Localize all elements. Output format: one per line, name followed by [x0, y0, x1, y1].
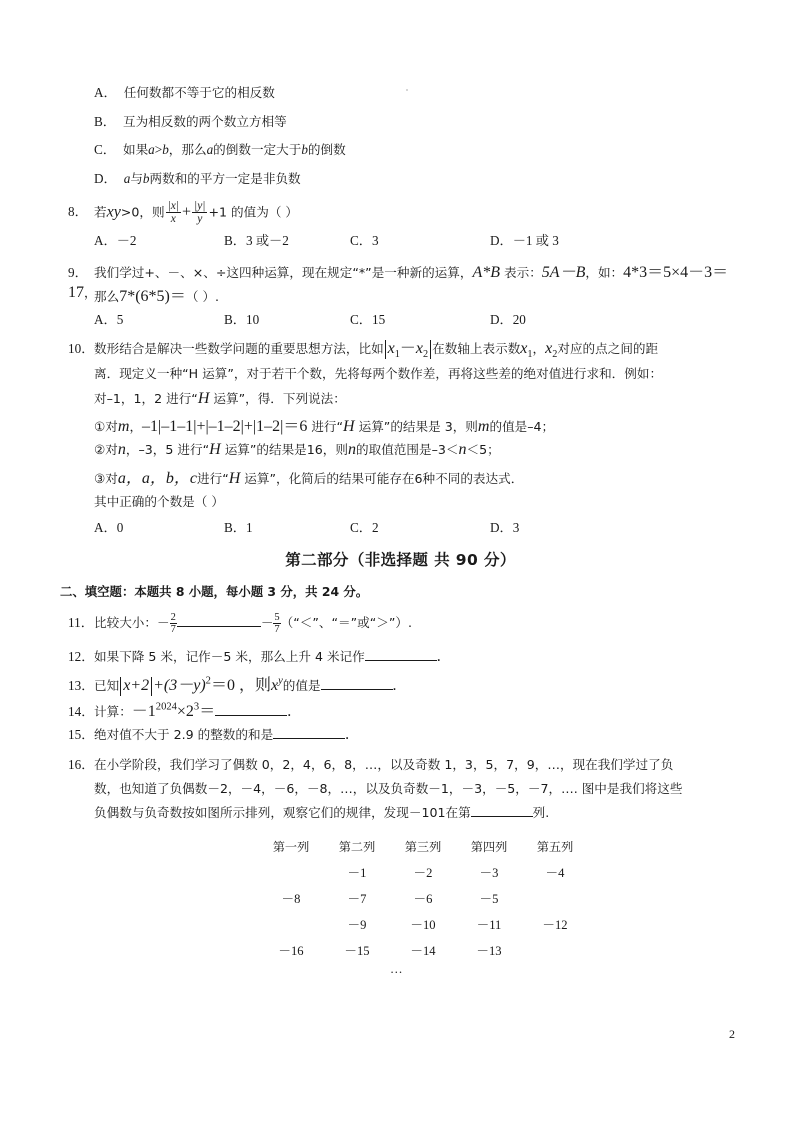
page-content: [60, 82, 733, 986]
q8-frac2-numerator: |y|: [194, 200, 206, 212]
q14-answer-blank[interactable]: [215, 715, 287, 716]
q10-s3-mid: 进行“: [197, 471, 229, 486]
q13-answer-blank[interactable]: [321, 689, 393, 690]
q7-option-c-var-b: b: [162, 142, 169, 157]
array-header-col-1: 第一列: [272, 840, 310, 854]
section-two-heading: 二、填空题：本题共 8 小题，每小题 3 分，共 24 分。: [60, 584, 369, 599]
q10-option-b[interactable]: B．1: [224, 520, 253, 535]
q10-s2-end2: ＜5；: [466, 442, 500, 457]
array-header-col-2: 第二列: [338, 840, 376, 854]
array-cell: －14: [410, 944, 436, 958]
q8-options-row: [68, 230, 733, 252]
q13-var-y-exponent: y: [278, 675, 283, 687]
q9-example: 4*3＝5×4－3＝17: [68, 264, 729, 301]
q13-expr-mid: +(3－y): [153, 677, 206, 694]
q12-text-before: 如果下降 5 米，记作－5 米，那么上升 4 米记作: [94, 649, 365, 664]
array-cell: [258, 912, 324, 938]
q11-frac1-denominator: 7: [170, 624, 176, 636]
q10-abs-x1-sub: 1: [394, 349, 400, 361]
q7-option-c-gt: >: [154, 142, 163, 157]
q9-option-a[interactable]: A．5: [94, 312, 124, 327]
q10-var-x2-sub: 2: [552, 349, 558, 361]
q13-number: 13．: [68, 678, 95, 693]
q10-option-a[interactable]: A．0: [94, 520, 124, 535]
q10-options-row: [68, 517, 733, 539]
q10-s2-mid: ，–3，5 进行“: [125, 442, 210, 457]
q10-line1-mid: 在数轴上表示数: [432, 341, 521, 356]
q10-s1-end: 的值是–4；: [489, 419, 555, 434]
question-14: [68, 698, 733, 724]
q7-option-d: [94, 168, 733, 197]
q10-s2-after: 运算”的结果是16，则: [220, 442, 348, 457]
q11-fraction-2: [273, 612, 280, 635]
q8-plus: +: [182, 203, 192, 221]
q11-fraction-1: [170, 612, 177, 635]
page-number: 2: [729, 1027, 735, 1041]
q10-s3-end: 运算”，化简后的结果可能存在6种不同的表达式．: [240, 471, 524, 486]
array-cell: －8: [281, 892, 301, 906]
q9-line2-expr: 7*(6*5)＝: [119, 288, 186, 305]
q11-frac2-denominator: 7: [274, 624, 280, 636]
q10-abs-x2-sub: 2: [423, 349, 429, 361]
q10-line1-comma: ，: [532, 341, 546, 356]
q13-abs-expression: [120, 677, 152, 696]
q7-option-a: [94, 82, 733, 111]
q8-xy: xy: [106, 203, 121, 221]
q7-option-c: [94, 139, 733, 168]
q11-frac2-numerator: 5: [274, 612, 280, 623]
q11-frac1-numerator: 2: [170, 612, 176, 623]
array-cell: －3: [479, 866, 499, 880]
q13-text-after: 的值是: [282, 678, 321, 693]
q8-lead: 若: [94, 204, 107, 220]
array-cell: －7: [347, 892, 367, 906]
q8-option-a[interactable]: A．－2: [94, 233, 137, 248]
q14-expr-base: －1: [131, 703, 156, 720]
q8-option-d[interactable]: D．－1 或 3: [490, 233, 559, 248]
q10-line3-h: H: [197, 390, 210, 407]
q10-line3-pre: 对: [94, 391, 107, 406]
q10-s3-h: H: [228, 470, 241, 487]
q10-abs-minus: －: [399, 340, 416, 357]
q9-option-c[interactable]: C．15: [350, 312, 386, 327]
q7-option-d-label: D．: [94, 170, 117, 186]
array-ellipsis: …: [390, 962, 403, 976]
q7-option-b: [94, 111, 733, 140]
q9-number: 9．: [68, 265, 88, 280]
q10-s1-var-m2: m: [477, 418, 490, 435]
q8-fraction-1: [166, 200, 181, 226]
q10-s2-var-n: n: [117, 441, 126, 458]
q10-statement-1: [94, 413, 733, 439]
q11-text-before: 比较大小：－: [94, 615, 170, 631]
array-header-col-5: 第五列: [536, 840, 574, 854]
array-cell: [258, 860, 324, 886]
q7-option-c-var-a: a: [148, 142, 155, 157]
q7-option-c-mid2: 的倒数一定大于: [213, 142, 302, 157]
q9-option-d[interactable]: D．20: [490, 312, 526, 327]
array-cell: －4: [545, 866, 565, 880]
q10-abs-expression: [385, 340, 431, 359]
part-two-title: 第二部分（非选择题 共 90 分）: [285, 551, 516, 569]
array-cell: －11: [476, 918, 502, 932]
q8-stem: [68, 200, 733, 230]
q11-answer-blank[interactable]: [177, 626, 261, 627]
q7-option-a-text: 任何数都不等于它的相反数: [123, 85, 275, 100]
q7-option-a-label: A．: [94, 85, 117, 100]
question-10: [68, 338, 733, 539]
q10-statement-2: [94, 439, 733, 465]
question-15: [68, 724, 733, 750]
q7-option-d-var1: a: [123, 170, 131, 186]
question-8: [68, 200, 733, 252]
array-cell: －15: [344, 944, 370, 958]
array-header-col-4: 第四列: [470, 840, 508, 854]
q9-line2-pre: 那么: [94, 289, 120, 304]
q15-answer-blank[interactable]: [273, 738, 345, 739]
q10-s2-h: H: [209, 441, 221, 458]
q9-options-row: [68, 309, 733, 331]
array-cell: －16: [278, 944, 304, 958]
q13-var-x: x: [270, 677, 279, 694]
q8-frac1-numerator: |x|: [167, 200, 179, 212]
q10-s1-mid: ，: [129, 419, 143, 434]
q10-s1-after2: 运算”的结果是 3，则: [354, 419, 478, 434]
q10-option-d[interactable]: D．3: [490, 520, 520, 535]
q10-option-c[interactable]: C．2: [350, 520, 379, 535]
q10-abs-x1: x: [387, 340, 395, 357]
q9-line1-end: ，: [84, 285, 97, 300]
q10-s1-expr: –1|–1–1|+|–1–2|+|1–2|＝6: [142, 418, 308, 435]
q9-line1-part2: 表示：: [500, 265, 542, 280]
q10-final-question: 其中正确的个数是（ ）: [94, 494, 224, 509]
q9-stem-line2: [94, 283, 733, 309]
q10-s3-vars: a，a，b，c: [117, 470, 197, 487]
array-cell: [522, 938, 588, 964]
q10-s2-end: 的取值范围是–3＜: [356, 442, 459, 457]
q16-line3: [94, 802, 733, 826]
q11-text-after: （“＜”、“＝”或“＞”）.: [280, 615, 412, 631]
array-cell: －6: [413, 892, 433, 906]
q8-tail: +1 的值为（ ）: [208, 204, 299, 220]
q8-fraction-2: [192, 200, 207, 226]
q10-s1-pre: ①对: [94, 419, 118, 434]
q10-stem-line1: [68, 338, 733, 363]
q7-option-b-text: 互为相反数的两个数立方相等: [122, 113, 287, 129]
array-cell: [522, 886, 588, 912]
q10-line1-end: 对应的点之间的距: [557, 341, 659, 356]
q16-line2: 数，也知道了负偶数－2，－4，－6，－8，…，以及负奇数－1，－3，－5，－7，…. 图中是我们将这些: [94, 781, 683, 796]
q7-option-d-suffix: 两数和的平方一定是非负数: [149, 170, 301, 186]
q13-period: .: [392, 677, 397, 694]
q13-text-before: 已知: [94, 678, 120, 693]
array-cell: －9: [347, 918, 367, 932]
q12-period: .: [436, 648, 441, 665]
array-cell: －2: [413, 866, 433, 880]
q10-s2-var-n2: n: [348, 441, 356, 458]
q7-option-b-label: B．: [94, 113, 116, 129]
q13-expr-eq: ＝0 ，则: [210, 677, 271, 694]
q8-number: 8．: [68, 204, 88, 220]
array-cell: －10: [410, 918, 436, 932]
q10-var-x1-sub: 1: [527, 349, 533, 361]
q7-option-c-suffix: 的倒数: [307, 142, 346, 157]
question-12: [68, 646, 733, 672]
q9-line2-paren: （ ）.: [185, 289, 220, 304]
q7-option-c-mid: ，那么: [168, 142, 207, 157]
q14-number: 14．: [68, 704, 95, 719]
q14-expr-eq: ＝: [199, 703, 216, 720]
q10-abs-x2: x: [415, 340, 424, 357]
q8-frac2-denominator: y: [192, 212, 207, 225]
q16-line1: [68, 754, 733, 778]
q10-number: 10．: [68, 341, 95, 356]
question-11: [68, 612, 733, 646]
q8-option-c[interactable]: C．3: [350, 233, 379, 248]
q7-option-d-mid: 与: [130, 170, 143, 186]
q8-gt-zero: >0，则: [120, 204, 165, 220]
q10-line3-post: 运算”，得．下列说法：: [209, 391, 346, 406]
question-13: [68, 672, 733, 698]
q15-period: .: [345, 726, 350, 743]
q9-line1-part3: ，如：: [585, 265, 624, 280]
q10-s3-pre: ③对: [94, 471, 118, 486]
q10-statement-3: [94, 465, 733, 491]
q7-options-list: [68, 82, 733, 196]
array-cell: －13: [476, 944, 502, 958]
q9-line1-part1: 我们学过+、－、×、÷这四种运算，现在规定“*”是一种新的运算，: [94, 265, 473, 280]
array-header-col-3: 第三列: [404, 840, 442, 854]
q10-s2-var-n3: n: [458, 441, 467, 458]
q7-option-c-label: C．: [94, 142, 116, 157]
q16-line1-text: 在小学阶段，我们学习了偶数 0，2，4，6，8，…，以及奇数 1，3，5，7，9，…，现在我们学过了负: [94, 757, 674, 772]
q16-line3-pre: 负偶数与负奇数按如图所示排列，观察它们的规律，发现－101在第: [94, 805, 471, 820]
q10-line3-nums: –1，1，2 进行“: [106, 391, 198, 406]
q11-number: 11．: [68, 615, 94, 631]
q10-s1-after1: 进行“: [307, 419, 344, 434]
q14-expr-sup-1: 2024: [155, 701, 177, 713]
q7-option-c-var2: b: [301, 142, 308, 157]
q10-stem-line3: [94, 388, 733, 413]
q14-text-before: 计算：: [94, 704, 132, 719]
q12-answer-blank[interactable]: [365, 660, 437, 661]
question-16: [68, 754, 733, 826]
q16-line3-post: 列.: [532, 805, 550, 820]
q11-text-mid: －: [260, 615, 274, 631]
q7-option-c-prefix: 如果: [122, 142, 149, 157]
number-array-figure: [68, 834, 733, 986]
q13-expr-sup: 2: [205, 675, 211, 687]
q14-period: .: [287, 703, 292, 720]
q16-answer-blank[interactable]: [471, 816, 533, 817]
q13-abs-inner: x+2: [123, 677, 150, 694]
q15-text-before: 绝对值不大于 2.9 的整数的和是: [94, 727, 274, 742]
number-array-grid: [258, 834, 588, 964]
q7-option-c-var1: a: [206, 142, 214, 157]
q9-ab-operator: A*B: [472, 264, 500, 281]
q7-option-d-var2: b: [142, 170, 150, 186]
q16-number: 16．: [68, 757, 95, 772]
q9-option-b[interactable]: B．10: [224, 312, 260, 327]
q10-s1-h: H: [343, 418, 355, 435]
q8-option-b[interactable]: B．3 或－2: [224, 233, 289, 248]
q10-stem-line2: 离．现定义一种“H 运算”，对于若干个数，先将每两个数作差，再将这些差的绝对值进行求和．例如：: [94, 366, 663, 381]
q9-expr-5a-minus-b: 5A－B: [541, 264, 586, 281]
q14-expr-mid: ×2: [176, 703, 194, 720]
q10-s1-var-m: m: [117, 418, 130, 435]
q10-var-x1: x: [520, 340, 528, 357]
q15-number: 15．: [68, 727, 95, 742]
array-cell: －5: [479, 892, 499, 906]
array-cell: －12: [542, 918, 568, 932]
question-9: [68, 259, 733, 331]
q8-frac1-denominator: x: [166, 212, 181, 225]
q10-s2-pre: ②对: [94, 442, 118, 457]
q10-line1-pre: 数形结合是解决一些数学问题的重要思想方法，比如: [94, 341, 384, 356]
q10-var-x2: x: [545, 340, 553, 357]
array-cell: －1: [347, 866, 367, 880]
q14-expr-sup-2: 3: [193, 701, 200, 713]
q12-number: 12．: [68, 649, 95, 664]
